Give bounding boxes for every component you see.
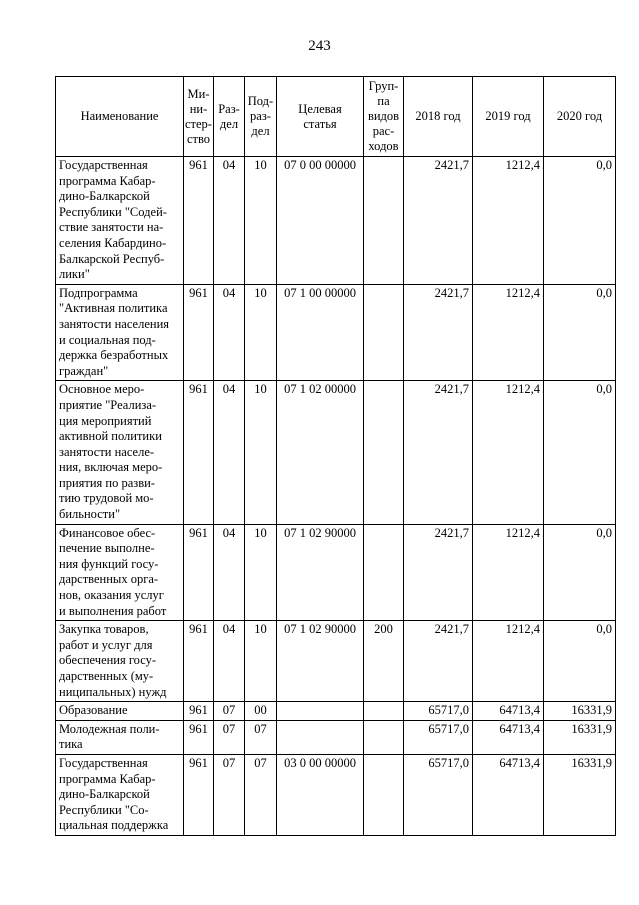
- header-2020: 2020 год: [544, 77, 616, 157]
- header-2018: 2018 год: [404, 77, 473, 157]
- header-target: Целевая статья: [277, 77, 364, 157]
- row-2018-cell: 65717,0: [404, 702, 473, 721]
- row-subsection-cell: 10: [245, 524, 277, 621]
- row-ministry-cell: 961: [184, 754, 214, 835]
- table-row: [56, 381, 616, 524]
- table-row: [56, 157, 616, 285]
- row-2019-cell: 1212,4: [473, 157, 544, 285]
- row-ministry-cell: 961: [184, 720, 214, 754]
- row-section-cell: 04: [214, 381, 245, 524]
- row-subsection-cell: 00: [245, 702, 277, 721]
- page-number: 243: [308, 38, 331, 54]
- row-2019-cell: 1212,4: [473, 381, 544, 524]
- row-target-cell: 07 1 00 00000: [277, 284, 364, 381]
- row-subsection-cell: 07: [245, 720, 277, 754]
- row-name-cell: Образование: [56, 702, 184, 721]
- row-2020-cell: 0,0: [544, 284, 616, 381]
- row-ministry-cell: 961: [184, 157, 214, 285]
- table-row: [56, 284, 616, 381]
- table-row: [56, 702, 616, 721]
- header-2019: 2019 год: [473, 77, 544, 157]
- row-ministry-cell: 961: [184, 381, 214, 524]
- row-section-cell: 07: [214, 702, 245, 721]
- row-2018-cell: 2421,7: [404, 381, 473, 524]
- table-row: [56, 754, 616, 835]
- row-target-cell: [277, 702, 364, 721]
- row-target-cell: 07 1 02 00000: [277, 381, 364, 524]
- row-target-cell: 03 0 00 00000: [277, 754, 364, 835]
- row-name-cell: Основное меро- приятие "Реализа- ция мероприятий активной политики занятости населе- ния, включая меро- приятия по разви- тию трудовой мо- бильности": [56, 381, 184, 524]
- row-expense-group-cell: [364, 284, 404, 381]
- table-row: [56, 524, 616, 621]
- row-name-cell: Государственная программа Кабар- дино-Балкарской Республики "Со- циальная поддержка: [56, 754, 184, 835]
- row-2020-cell: 0,0: [544, 157, 616, 285]
- row-section-cell: 04: [214, 621, 245, 702]
- row-2018-cell: 65717,0: [404, 720, 473, 754]
- row-2018-cell: 65717,0: [404, 754, 473, 835]
- row-2018-cell: 2421,7: [404, 157, 473, 285]
- row-2020-cell: 16331,9: [544, 754, 616, 835]
- row-2019-cell: 1212,4: [473, 284, 544, 381]
- table-row: [56, 720, 616, 754]
- row-2020-cell: 0,0: [544, 524, 616, 621]
- row-subsection-cell: 10: [245, 381, 277, 524]
- row-subsection-cell: 07: [245, 754, 277, 835]
- row-subsection-cell: 10: [245, 284, 277, 381]
- row-section-cell: 04: [214, 524, 245, 621]
- row-expense-group-cell: [364, 157, 404, 285]
- header-section: Раз- дел: [214, 77, 245, 157]
- row-ministry-cell: 961: [184, 284, 214, 381]
- row-subsection-cell: 10: [245, 621, 277, 702]
- table-row: [56, 621, 616, 702]
- header-ministry: Ми- ни- стер- ство: [184, 77, 214, 157]
- row-2020-cell: 16331,9: [544, 702, 616, 721]
- row-expense-group-cell: [364, 524, 404, 621]
- row-subsection-cell: 10: [245, 157, 277, 285]
- row-name-cell: Государственная программа Кабар- дино-Балкарской Республики "Содей- ствие занятости на- селения Кабардино- Балкарской Респуб- лики": [56, 157, 184, 285]
- row-2020-cell: 16331,9: [544, 720, 616, 754]
- row-expense-group-cell: [364, 702, 404, 721]
- row-target-cell: 07 1 02 90000: [277, 621, 364, 702]
- row-expense-group-cell: [364, 720, 404, 754]
- row-section-cell: 07: [214, 720, 245, 754]
- row-expense-group-cell: [364, 381, 404, 524]
- row-name-cell: Финансовое обес- печение выполне- ния функций госу- дарственных орга- нов, оказания услуг и выполнения работ: [56, 524, 184, 621]
- row-2019-cell: 1212,4: [473, 524, 544, 621]
- header-name: Наименование: [56, 77, 184, 157]
- header-subsection: Под- раз- дел: [245, 77, 277, 157]
- row-ministry-cell: 961: [184, 621, 214, 702]
- row-target-cell: 07 0 00 00000: [277, 157, 364, 285]
- row-2018-cell: 2421,7: [404, 284, 473, 381]
- row-name-cell: Закупка товаров, работ и услуг для обеспечения госу- дарственных (му- ниципальных) нужд: [56, 621, 184, 702]
- row-name-cell: Подпрограмма "Активная политика занятости населения и социальная под- держка безработных граждан": [56, 284, 184, 381]
- row-2020-cell: 0,0: [544, 621, 616, 702]
- row-section-cell: 04: [214, 157, 245, 285]
- row-2019-cell: 1212,4: [473, 621, 544, 702]
- row-2019-cell: 64713,4: [473, 720, 544, 754]
- row-2019-cell: 64713,4: [473, 754, 544, 835]
- header-expense-group: Груп- па видов рас- ходов: [364, 77, 404, 157]
- row-2018-cell: 2421,7: [404, 524, 473, 621]
- row-ministry-cell: 961: [184, 524, 214, 621]
- budget-table: [55, 76, 616, 836]
- row-target-cell: 07 1 02 90000: [277, 524, 364, 621]
- row-2019-cell: 64713,4: [473, 702, 544, 721]
- row-section-cell: 07: [214, 754, 245, 835]
- row-2018-cell: 2421,7: [404, 621, 473, 702]
- row-expense-group-cell: [364, 754, 404, 835]
- row-ministry-cell: 961: [184, 702, 214, 721]
- row-section-cell: 04: [214, 284, 245, 381]
- row-name-cell: Молодежная поли- тика: [56, 720, 184, 754]
- row-target-cell: [277, 720, 364, 754]
- header-row: [56, 77, 616, 157]
- row-2020-cell: 0,0: [544, 381, 616, 524]
- row-expense-group-cell: 200: [364, 621, 404, 702]
